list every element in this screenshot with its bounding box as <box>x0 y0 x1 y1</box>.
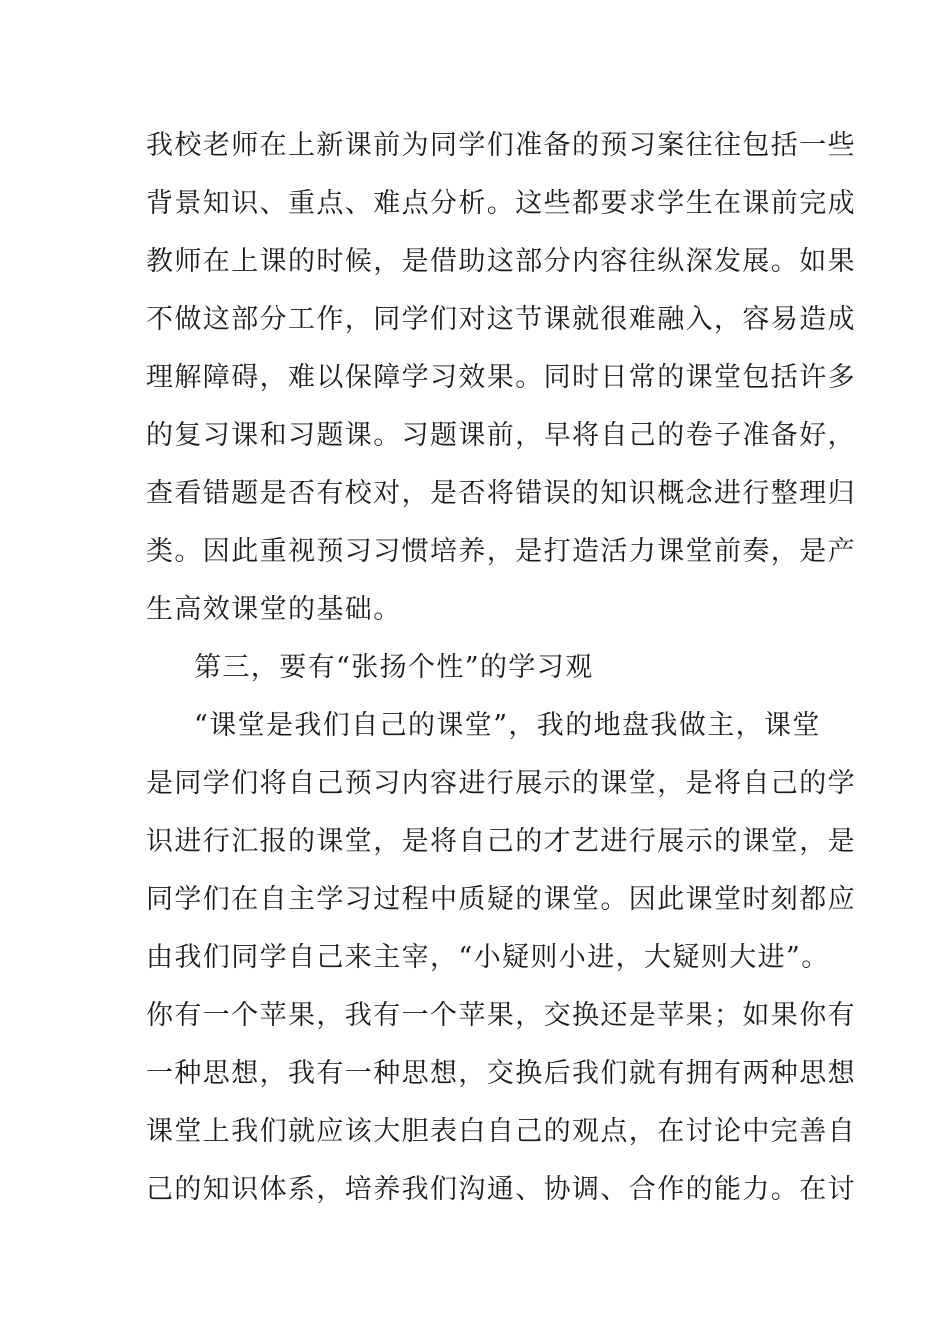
text-line: 是同学们将自己预习内容进行展示的课堂，是将自己的学 <box>146 768 856 799</box>
text-line: 我校老师在上新课前为同学们准备的预习案往往包括一些 <box>146 130 856 161</box>
text-line: 识进行汇报的课堂，是将自己的才艺进行展示的课堂，是 <box>146 826 856 857</box>
text-line: 同学们在自主学习过程中质疑的课堂。因此课堂时刻都应 <box>146 884 856 915</box>
text-line: 理解障碍，难以保障学习效果。同时日常的课堂包括许多 <box>146 362 856 393</box>
text-line: 你有一个苹果，我有一个苹果，交换还是苹果；如果你有 <box>146 1000 856 1031</box>
text-line: 由我们同学自己来主宰，“小疑则小进，大疑则大进”。 <box>146 942 830 973</box>
section-heading: 第三，要有“张扬个性”的学习观 <box>194 652 594 683</box>
text-line: 背景知识、重点、难点分析。这些都要求学生在课前完成 <box>146 188 856 219</box>
text-line: 的复习课和习题课。习题课前，早将自己的卷子准备好， <box>146 420 856 451</box>
text-line: 己的知识体系，培养我们沟通、协调、合作的能力。在讨 <box>146 1174 856 1205</box>
text-line: 教师在上课的时候，是借助这部分内容往纵深发展。如果 <box>146 246 856 277</box>
text-line: 课堂上我们就应该大胆表白自己的观点，在讨论中完善自 <box>146 1116 856 1147</box>
text-line: 不做这部分工作，同学们对这节课就很难融入，容易造成 <box>146 304 856 335</box>
text-line: 类。因此重视预习习惯培养，是打造活力课堂前奏，是产 <box>146 536 856 567</box>
text-line: 查看错题是否有校对，是否将错误的知识概念进行整理归 <box>146 478 856 509</box>
text-line: 生高效课堂的基础。 <box>146 594 402 625</box>
body-text <box>146 117 856 1219</box>
text-line: 一种思想，我有一种思想，交换后我们就有拥有两种思想 <box>146 1058 856 1089</box>
paragraph-start: “课堂是我们自己的课堂”，我的地盘我做主，课堂 <box>194 710 821 741</box>
